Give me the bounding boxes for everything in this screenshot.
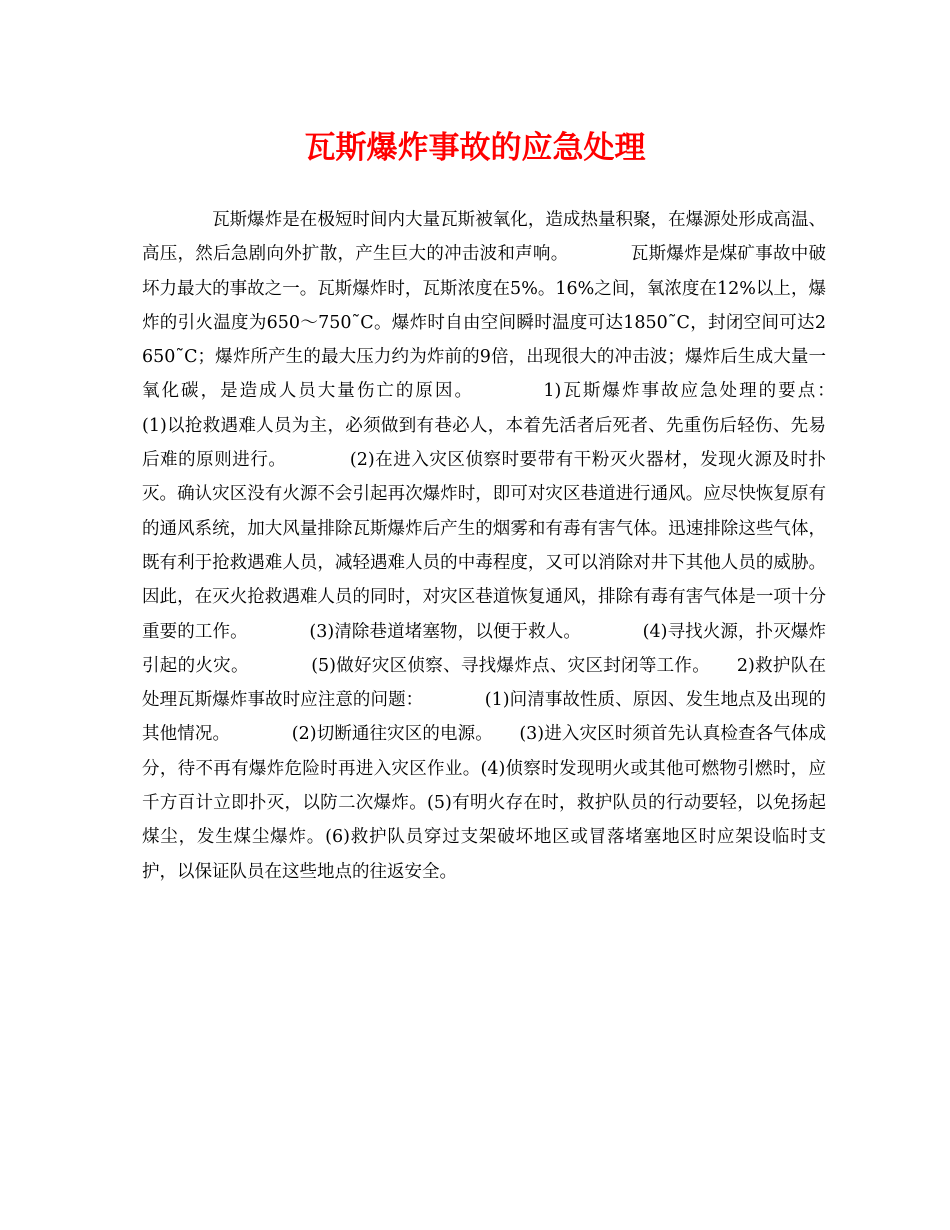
document-title: 瓦斯爆炸事故的应急处理: [304, 130, 646, 166]
document-body: 瓦斯爆炸是在极短时间内大量瓦斯被氧化，造成热量积聚，在爆源处形成高温、高压，然后急剧向外扩散，产生巨大的冲击波和声响。 瓦斯爆炸是煤矿事故中破坏力最大的事故之一。瓦斯爆炸时，瓦斯浓度在5%。16%之间，氧浓度在12%以上，爆炸的引火温度为650～750˜C。爆炸时自由空间瞬时温度可达1850˜C，封闭空间可达2650˜C；爆炸所产生的最大压力约为炸前的9倍，出现很大的冲击波；爆炸后生成大量一氧化碳，是造成人员大量伤亡的原因。 1)瓦斯爆炸事故应急处理的要点： (1)以抢救遇难人员为主，必须做到有巷必人，本着先活者后死者、先重伤后轻伤、先易后难的原则进行。 (2)在进入灾区侦察时要带有干粉灭火器材，发现火源及时扑灭。确认灾区没有火源不会引起再次爆炸时，即可对灾区巷道进行通风。应尽快恢复原有的通风系统，加大风量排除瓦斯爆炸后产生的烟雾和有毒有害气体。迅速排除这些气体，既有利于抢救遇难人员，减轻遇难人员的中毒程度，又可以消除对井下其他人员的威胁。因此，在灭火抢救遇难人员的同时，对灾区巷道恢复通风，排除有毒有害气体是一项十分重要的工作。 (3)清除巷道堵塞物，以便于救人。 (4)寻找火源，扑灭爆炸引起的火灾。 (5)做好灾区侦察、寻找爆炸点、灾区封闭等工作。 2)救护队在处理瓦斯爆炸事故时应注意的问题： (1)问清事故性质、原因、发生地点及出现的其他情况。 (2)切断通往灾区的电源。 (3)进入灾区时须首先认真检查各气体成分，待不再有爆炸危险时再进入灾区作业。(4)侦察时发现明火或其他可燃物引燃时，应千方百计立即扑灭，以防二次爆炸。(5)有明火存在时，救护队员的行动要轻，以免扬起煤尘，发生煤尘爆炸。(6)救护队员穿过支架破坏地区或冒落堵塞地区时应架设临时支护，以保证队员在这些地点的往返安全。: [142, 210, 896, 882]
